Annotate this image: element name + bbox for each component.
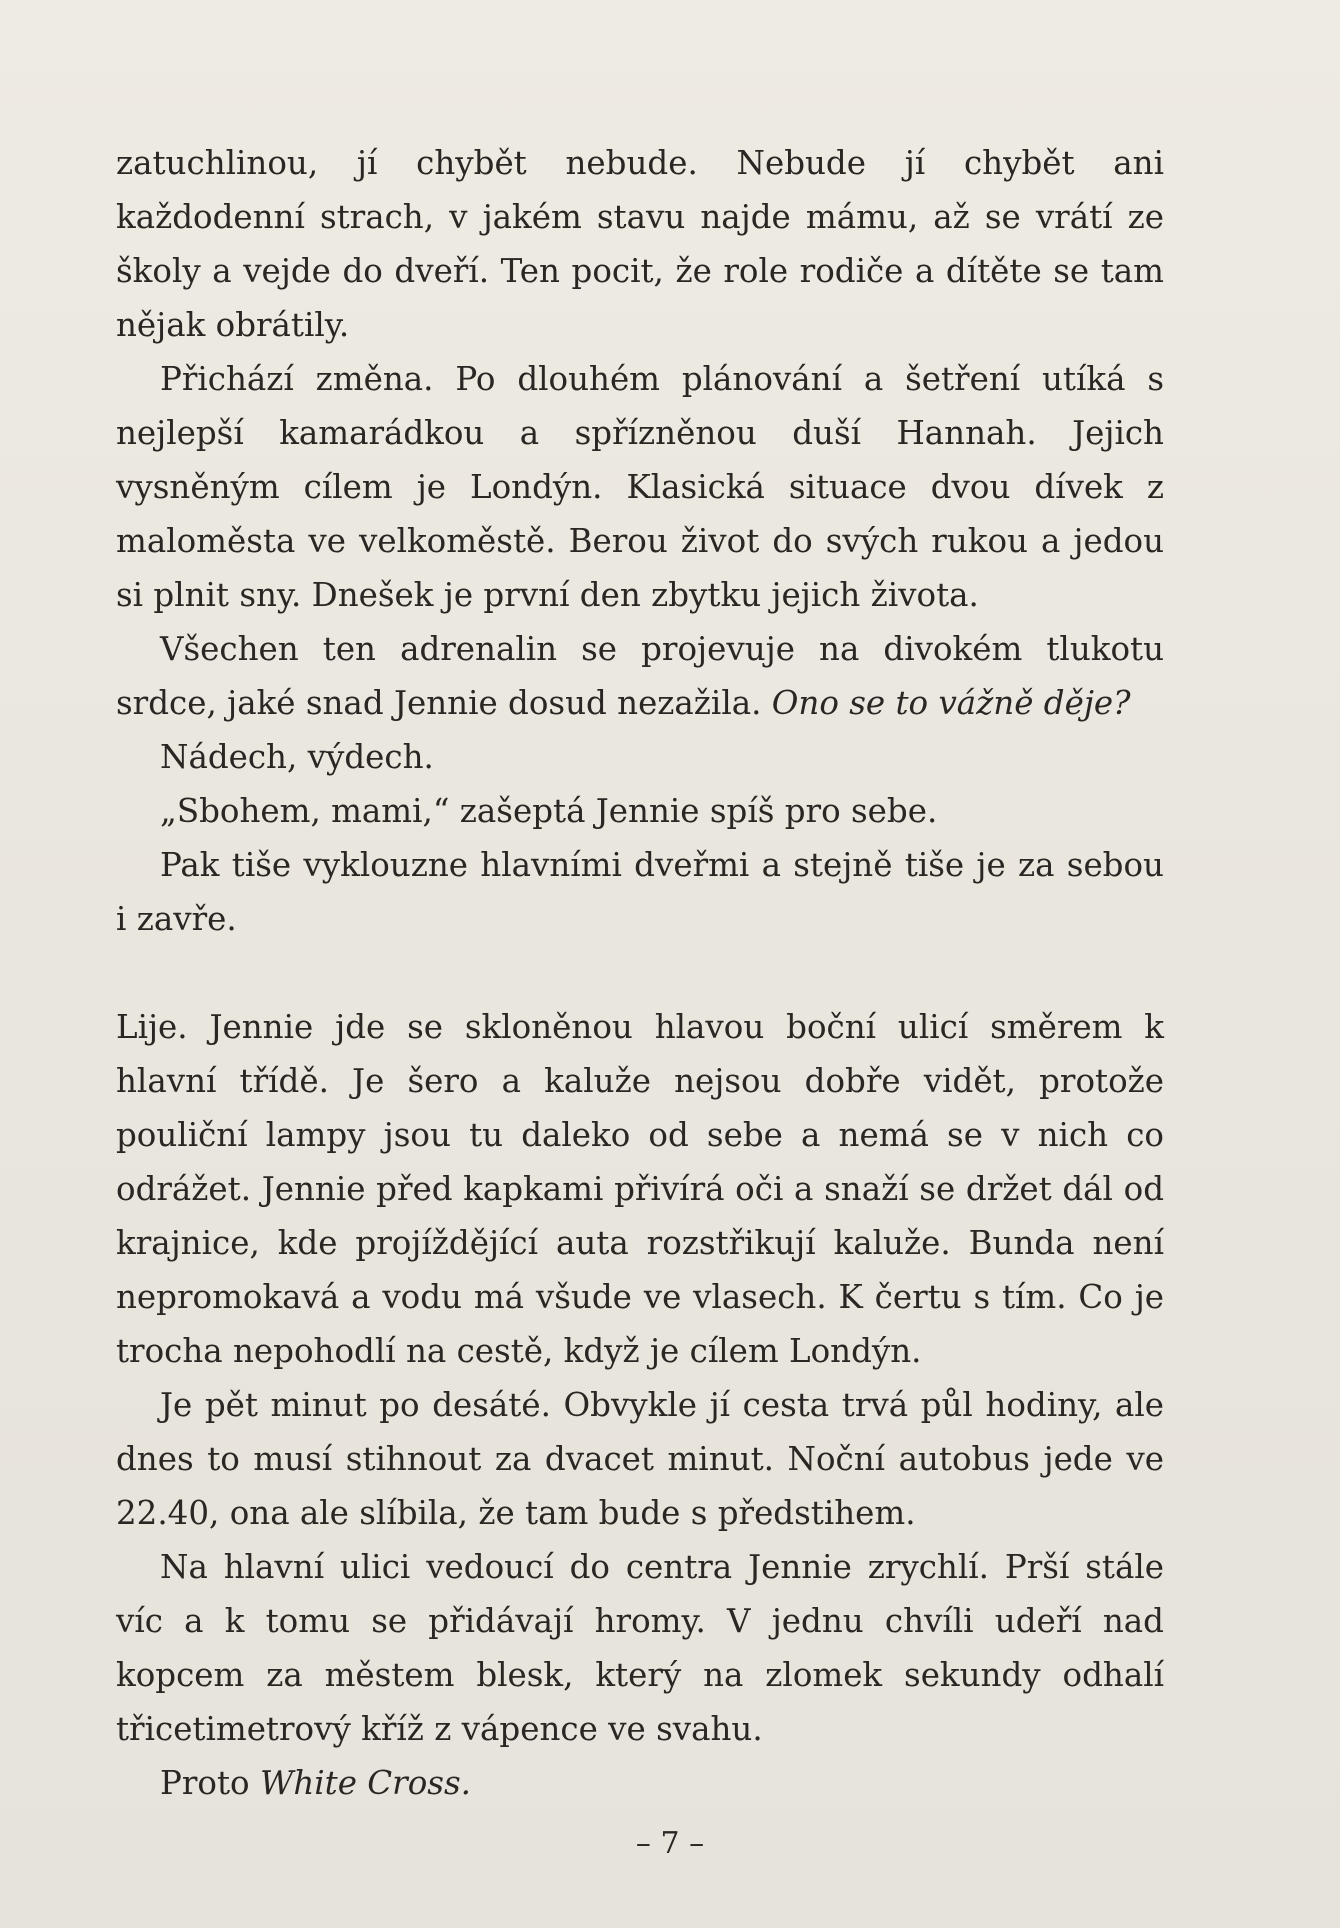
page-number: – 7 – bbox=[635, 1826, 705, 1861]
paragraph bbox=[116, 1756, 1164, 1810]
paragraph-text: Je pět minut po desáté. Obvykle jí cesta trvá půl hodiny, ale dnes to musí stihnout za dvacet minut. Noční autobus jede ve 22.40, ona ale slíbila, že tam bude s předstihem. bbox=[116, 1386, 1164, 1532]
paragraph bbox=[116, 1540, 1164, 1756]
paragraph-text: Na hlavní ulici vedoucí do centra Jennie zrychlí. Prší stále víc a k tomu se přidávají hromy. V jednu chvíli udeří nad kopcem za městem blesk, který na zlomek sekundy odhalí třicetimetrový kříž z vápence ve svahu. bbox=[116, 1548, 1164, 1748]
body-text bbox=[116, 136, 1164, 1810]
italic-text: Ono se to vážně děje? bbox=[771, 684, 1131, 722]
paragraph bbox=[116, 1000, 1164, 1378]
paragraph-text: Všechen ten adrenalin se projevuje na divokém tlukotu srdce, jaké snad Jennie dosud nezažila. bbox=[116, 630, 1164, 722]
paragraph-text: zatuchlinou, jí chybět nebude. Nebude jí chybět ani každodenní strach, v jakém stavu najde mámu, až se vrátí ze školy a vejde do dveří. Ten pocit, že role rodiče a dítěte se tam nějak obrátily. bbox=[116, 144, 1164, 344]
paragraph-text: Lije. Jennie jde se skloněnou hlavou boční ulicí směrem k hlavní třídě. Je šero a kaluže nejsou dobře vidět, protože pouliční lampy jsou tu daleko od sebe a nemá se v nich co odrážet. Jennie před kapkami přivírá oči a snaží se držet dál od krajnice, kde projíždějící auta rozstřikují kaluže. Bunda není nepromokavá a vodu má všude ve vlasech. K čertu s tím. Co je trocha nepohodlí na cestě, když je cílem Londýn. bbox=[116, 1008, 1164, 1370]
paragraph-text: Proto bbox=[160, 1764, 260, 1802]
paragraph bbox=[116, 838, 1164, 946]
paragraph bbox=[116, 784, 1164, 838]
paragraph-text: Pak tiše vyklouzne hlavními dveřmi a stejně tiše je za sebou i zavře. bbox=[116, 846, 1164, 938]
paragraph-text: „Sbohem, mami,“ zašeptá Jennie spíš pro sebe. bbox=[160, 792, 938, 830]
paragraph-text: Nádech, výdech. bbox=[160, 738, 434, 776]
paragraph bbox=[116, 352, 1164, 622]
paragraph bbox=[116, 136, 1164, 352]
paragraph-text: Přichází změna. Po dlouhém plánování a šetření utíká s nejlepší kamarádkou a spřízněnou duší Hannah. Jejich vysněným cílem je Londýn. Klasická situace dvou dívek z maloměsta ve velkoměstě. Berou život do svých rukou a jedou si plnit sny. Dnešek je první den zbytku jejich života. bbox=[116, 360, 1164, 614]
paragraph bbox=[116, 622, 1164, 730]
italic-text: White Cross. bbox=[259, 1764, 471, 1802]
paragraph bbox=[116, 730, 1164, 784]
paragraph bbox=[116, 1378, 1164, 1540]
